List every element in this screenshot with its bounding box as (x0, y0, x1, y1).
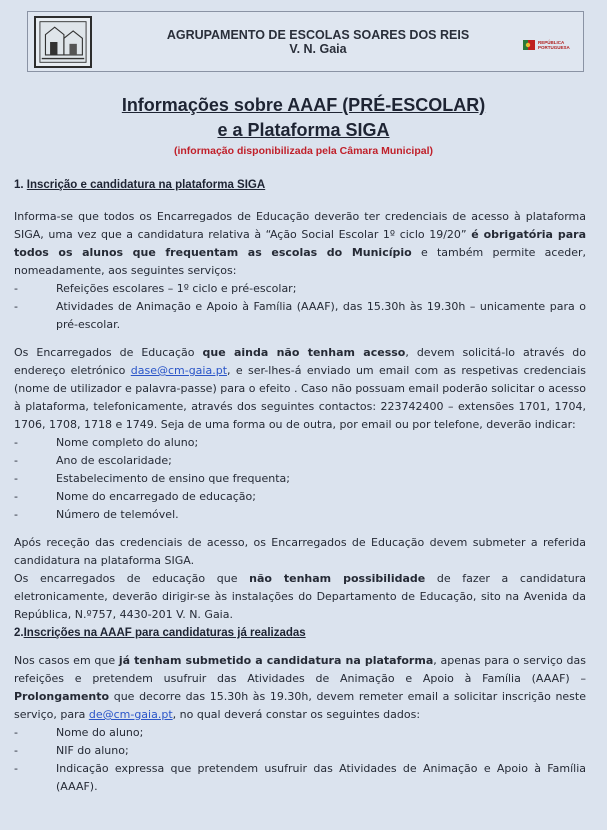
section2-heading (14, 624, 586, 642)
text-run: Nos casos em que (14, 654, 119, 667)
section1-paragraph1 (14, 208, 586, 280)
text-run-bold: é obrigatória para todos os alunos que frequentam as escolas do Município (14, 228, 586, 259)
list-item (14, 280, 586, 298)
list-item (14, 742, 586, 760)
list-item-text: Atividades de Animação e Apoio à Família (AAAF), das 15.30h às 19.30h – unicamente para o pré-escolar. (56, 300, 586, 331)
text-run: Informa-se que todos os Encarregados de Educação deverão ter credenciais de acesso à plataforma SIGA, uma vez que a candidatura relativa à “Ação Social Escolar 1º ciclo 19/20” (14, 210, 586, 241)
section1-paragraph2 (14, 344, 586, 434)
page-title-line2: e a Plataforma SIGA (217, 120, 390, 140)
section1-paragraph3: Após receção das credenciais de acesso, os Encarregados de Educação devem submeter a referida candidatura na plataforma SIGA. (14, 536, 586, 567)
list-item-text: Indicação expressa que pretendem usufruir das Atividades de Animação e Apoio à Família (AAAF). (56, 762, 586, 793)
list-item-text: Número de telemóvel. (56, 508, 179, 521)
list-dash: - (14, 508, 18, 521)
school-name-line2: V. N. Gaia (289, 42, 347, 56)
list-item (14, 470, 586, 488)
list-dash: - (14, 454, 18, 467)
list-dash: - (14, 726, 18, 739)
list-item-text: Nome do aluno; (56, 726, 144, 739)
section1-heading (14, 176, 586, 194)
list-item-text: Refeições escolares – 1º ciclo e pré-escolar; (56, 282, 297, 295)
text-run-bold: que ainda não tenham acesso (202, 346, 406, 359)
email-link-dase[interactable]: dase@cm-gaia.pt (130, 364, 228, 377)
section1-paragraph4 (14, 570, 586, 624)
text-run: que decorre das 15.30h às 19.30h, devem remeter email a solicitar inscrição neste serviço, para (14, 690, 586, 721)
list-item-text: Ano de escolaridade; (56, 454, 172, 467)
list-dash: - (14, 300, 18, 313)
text-run-bold: já tenham submetido a candidatura na plataforma (118, 654, 434, 667)
text-run: e também permite aceder, nomeadamente, aos seguintes serviços: (14, 246, 586, 277)
gov-emblem-icon (522, 38, 536, 52)
list-item (14, 506, 586, 524)
section2-paragraph1 (14, 652, 586, 724)
section2-heading-text: Inscrições na AAAF para candidaturas já realizadas (23, 627, 306, 639)
list-dash: - (14, 490, 18, 503)
text-run: , apenas para o serviço das refeições e pretendem usufruir das Atividades de Animação e Apoio à Família (AAAF) – (14, 654, 586, 685)
school-name (128, 28, 508, 56)
section1-number: 1. (14, 179, 24, 191)
list-item (14, 488, 586, 506)
section1-heading-text: Inscrição e candidatura na plataforma SIGA (26, 179, 266, 191)
school-name-line1: AGRUPAMENTO DE ESCOLAS SOARES DOS REIS (166, 28, 470, 42)
text-run: , e ser-lhes-á enviado um email com as respetivas credenciais (nome de utilizador e palavra-passe) para o efeito . Caso não possuam email poderão solicitar o acesso à plataforma, telefonicamente, através dos seguintes contactos: 223742400 – extensões 1701, 1704, 1706, 1708, 1718 e 1749. Seja de uma forma ou de outra, por email ou por telefone, deverão indicar: (14, 364, 586, 431)
list-dash: - (14, 282, 18, 295)
list-item-text: Nome do encarregado de educação; (56, 490, 256, 503)
page-subtitle: (informação disponibilizada pela Câmara Municipal) (173, 145, 434, 157)
text-run: Os encarregados de educação que (14, 572, 250, 585)
text-run-bold: Prolongamento (14, 690, 110, 703)
list-item (14, 298, 586, 334)
list-item (14, 452, 586, 470)
text-run: , devem solicitá-lo através do endereço eletrónico (14, 346, 586, 377)
list-item-text: Estabelecimento de ensino que frequenta; (56, 472, 290, 485)
text-run-bold: não tenham possibilidade (249, 572, 426, 585)
list-dash: - (14, 762, 18, 775)
text-run: de fazer a candidatura eletronicamente, deverão dirigir-se às instalações do Departamento de Educação, sito na Avenida da República, N.º757, 4430-201 V. N. Gaia. (14, 572, 586, 621)
letterhead (27, 11, 584, 72)
list-item (14, 434, 586, 452)
list-item (14, 760, 586, 796)
gov-logo-text: REPÚBLICA PORTUGUESA (538, 40, 570, 50)
republica-portuguesa-logo (522, 38, 582, 54)
list-dash: - (14, 472, 18, 485)
text-run: , no qual deverá constar os seguintes dados: (172, 708, 421, 721)
list-dash: - (14, 436, 18, 449)
document-body (14, 176, 586, 796)
school-crest-icon (34, 16, 92, 68)
text-run: Os Encarregados de Educação (14, 346, 203, 359)
section2-number: 2. (14, 627, 24, 639)
page-title-line1: Informações sobre AAAF (PRÉ-ESCOLAR) (121, 95, 486, 115)
list-dash: - (14, 744, 18, 757)
email-link-de[interactable]: de@cm-gaia.pt (88, 708, 173, 721)
list-item-text: Nome completo do aluno; (56, 436, 199, 449)
list-item-text: NIF do aluno; (56, 744, 129, 757)
list-item (14, 724, 586, 742)
